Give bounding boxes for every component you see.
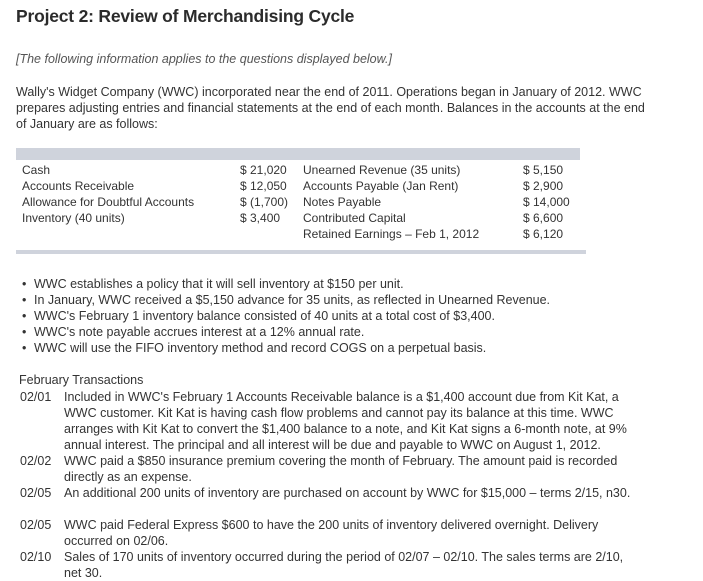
- account-name: Accounts Receivable: [22, 179, 135, 193]
- table-row: [16, 210, 586, 226]
- bullet-icon: •: [22, 325, 27, 339]
- account-value: $ 12,050: [240, 179, 287, 193]
- list-item-text: In January, WWC received a $5,150 advance for 35 units, as reflected in Unearned Revenue.: [34, 293, 551, 307]
- transaction-date: 02/10: [20, 550, 52, 564]
- list-item-text: WWC will use the FIFO inventory method and record COGS on a perpetual basis.: [34, 341, 487, 355]
- policy-list: [20, 276, 680, 356]
- transaction-date: 02/05: [20, 518, 52, 532]
- account-value: $ 6,120: [523, 227, 564, 241]
- account-value: $ 14,000: [523, 195, 570, 209]
- balances-table: [16, 148, 586, 254]
- table-footer-bar: [16, 250, 586, 254]
- page-title: Project 2: Review of Merchandising Cycle: [16, 6, 355, 26]
- bullet-icon: •: [22, 293, 27, 307]
- list-item-text: WWC establishes a policy that it will sell inventory at $150 per unit.: [34, 277, 404, 291]
- list-item: [20, 324, 680, 340]
- bullet-icon: •: [22, 277, 27, 291]
- table-row: [16, 162, 586, 178]
- transaction-text: Sales of 170 units of inventory occurred during the period of 02/07 – 02/10. The sales terms are 2/10, net 30.: [64, 550, 624, 580]
- list-item: [20, 340, 680, 356]
- list-item: [20, 276, 680, 292]
- account-name: Inventory (40 units): [22, 211, 125, 225]
- scenario-paragraph: Wally's Widget Company (WWC) incorporated near the end of 2011. Operations began in January of 2012. WWC prepares adjusting entries and financial statements at the end of each month. Balances in the accounts at the end of January are as follows:: [16, 85, 645, 131]
- account-name: Accounts Payable (Jan Rent): [303, 179, 459, 193]
- bullet-icon: •: [22, 309, 27, 323]
- table-row: [16, 178, 586, 194]
- bullet-icon: •: [22, 341, 27, 355]
- transaction-row: [20, 549, 640, 579]
- table-row: [16, 226, 586, 242]
- account-value: $ 2,900: [523, 179, 564, 193]
- list-item-text: WWC's note payable accrues interest at a 12% annual rate.: [34, 325, 365, 339]
- transaction-text: WWC paid Federal Express $600 to have the 200 units of inventory delivered overnight. Delivery occurred on 02/06.: [64, 518, 599, 548]
- list-item: [20, 292, 680, 308]
- account-value: $ 5,150: [523, 163, 564, 177]
- transaction-text: An additional 200 units of inventory are purchased on account by WWC for $15,000 – terms 2/15, n30.: [64, 486, 631, 500]
- transaction-row: [20, 453, 640, 485]
- account-name: Notes Payable: [303, 195, 382, 209]
- transaction-row: [20, 517, 640, 549]
- transaction-date: 02/05: [20, 486, 52, 500]
- intro-note: [The following information applies to the questions displayed below.]: [16, 52, 392, 66]
- account-value: $ (1,700): [240, 195, 289, 209]
- transaction-row: [20, 485, 640, 517]
- account-value: $ 21,020: [240, 163, 287, 177]
- account-name: Unearned Revenue (35 units): [303, 163, 461, 177]
- list-item: [20, 308, 680, 324]
- transaction-date: 02/01: [20, 390, 52, 404]
- list-item-text: WWC's February 1 inventory balance consisted of 40 units at a total cost of $3,400.: [34, 309, 495, 323]
- transactions-heading: February Transactions: [19, 373, 144, 387]
- account-name: Retained Earnings – Feb 1, 2012: [303, 227, 480, 241]
- account-value: $ 3,400: [240, 211, 281, 225]
- table-row: [16, 194, 586, 210]
- transaction-date: 02/02: [20, 454, 52, 468]
- account-value: $ 6,600: [523, 211, 564, 225]
- table-header-bar: [16, 148, 580, 160]
- account-name: Cash: [22, 163, 51, 177]
- transaction-text: WWC paid a $850 insurance premium covering the month of February. The amount paid is recorded directly as an expense.: [64, 454, 618, 484]
- transaction-text: Included in WWC's February 1 Accounts Receivable balance is a $1,400 account due from Kit Kat, a WWC customer. Kit Kat is having cash flow problems and cannot pay its balance at this time. WWC arranges with Kit Kat to convert the $1,400 balance to a note, and Kit Kat signs a 6-month note, at 9% annual interest. The principal and all interest will be due and payable to WWC on August 1, 2012.: [64, 390, 627, 452]
- account-name: Allowance for Doubtful Accounts: [22, 195, 195, 209]
- account-name: Contributed Capital: [303, 211, 406, 225]
